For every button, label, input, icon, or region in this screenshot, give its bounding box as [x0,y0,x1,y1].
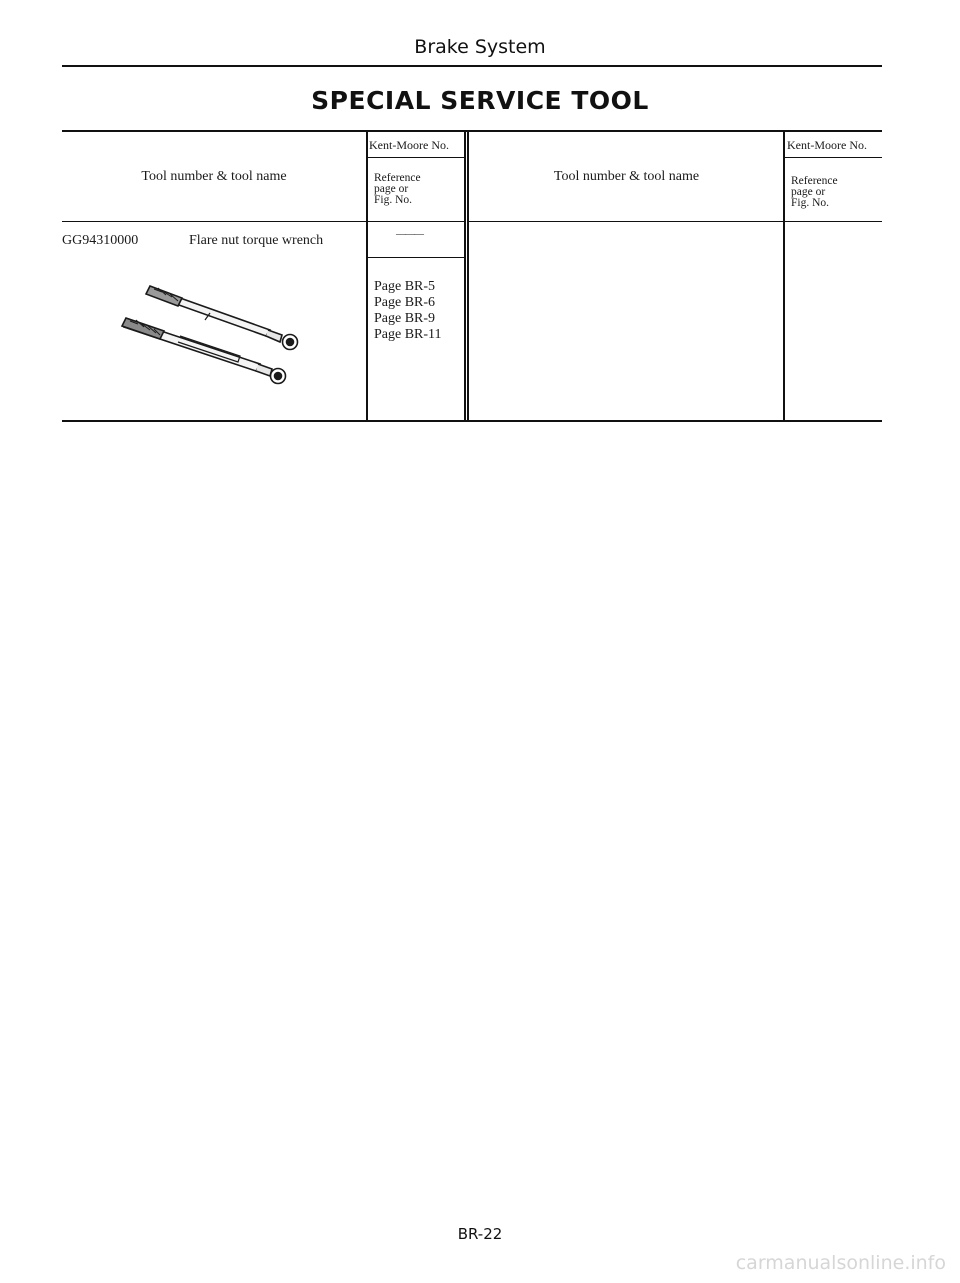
table-header-rule-right [469,221,882,222]
row-subrule [367,257,464,258]
watermark: carmanualsonline.info [735,1252,946,1274]
column-header-tool: Tool number & tool name [141,169,287,184]
column-divider [366,130,368,420]
kent-moore-subrule-left [367,157,464,158]
reference-entry: Page BR-6 [374,295,436,310]
column-header-tool-right: Tool number & tool name [553,169,700,184]
column-divider [464,130,466,420]
kent-moore-subrule-right [784,157,882,158]
reference-entry: Page BR-11 [374,327,442,342]
column-header-reference [374,173,421,206]
reference-header-line: Reference [374,172,421,184]
page-heading: SPECIAL SERVICE TOOL [311,86,649,115]
column-header-reference-right [791,176,838,209]
reference-header-line: page or [791,186,826,198]
flare-nut-torque-wrench-illustration [120,278,320,388]
section-title: Brake System [414,36,546,58]
reference-header-line: Fig. No. [791,197,830,209]
column-divider [783,130,785,420]
page-number: BR-22 [457,1225,503,1243]
column-header-kent-moore: Kent-Moore No. [369,138,449,152]
kent-moore-number: ——— [396,229,423,240]
reference-header-line: page or [374,183,409,195]
column-divider [467,130,469,420]
header-rule [62,65,882,67]
reference-entry: Page BR-5 [374,279,436,294]
tool-name: Flare nut torque wrench [189,233,324,248]
column-header-kent-moore-right: Kent-Moore No. [787,138,867,152]
reference-header-line: Fig. No. [374,194,413,206]
reference-entry: Page BR-9 [374,311,436,326]
table-bottom-rule [62,420,882,422]
reference-header-line: Reference [791,175,838,187]
table-header-rule-left [62,221,464,222]
table-top-rule [62,130,882,132]
tool-number: GG94310000 [62,233,139,248]
reference-list [374,279,442,343]
